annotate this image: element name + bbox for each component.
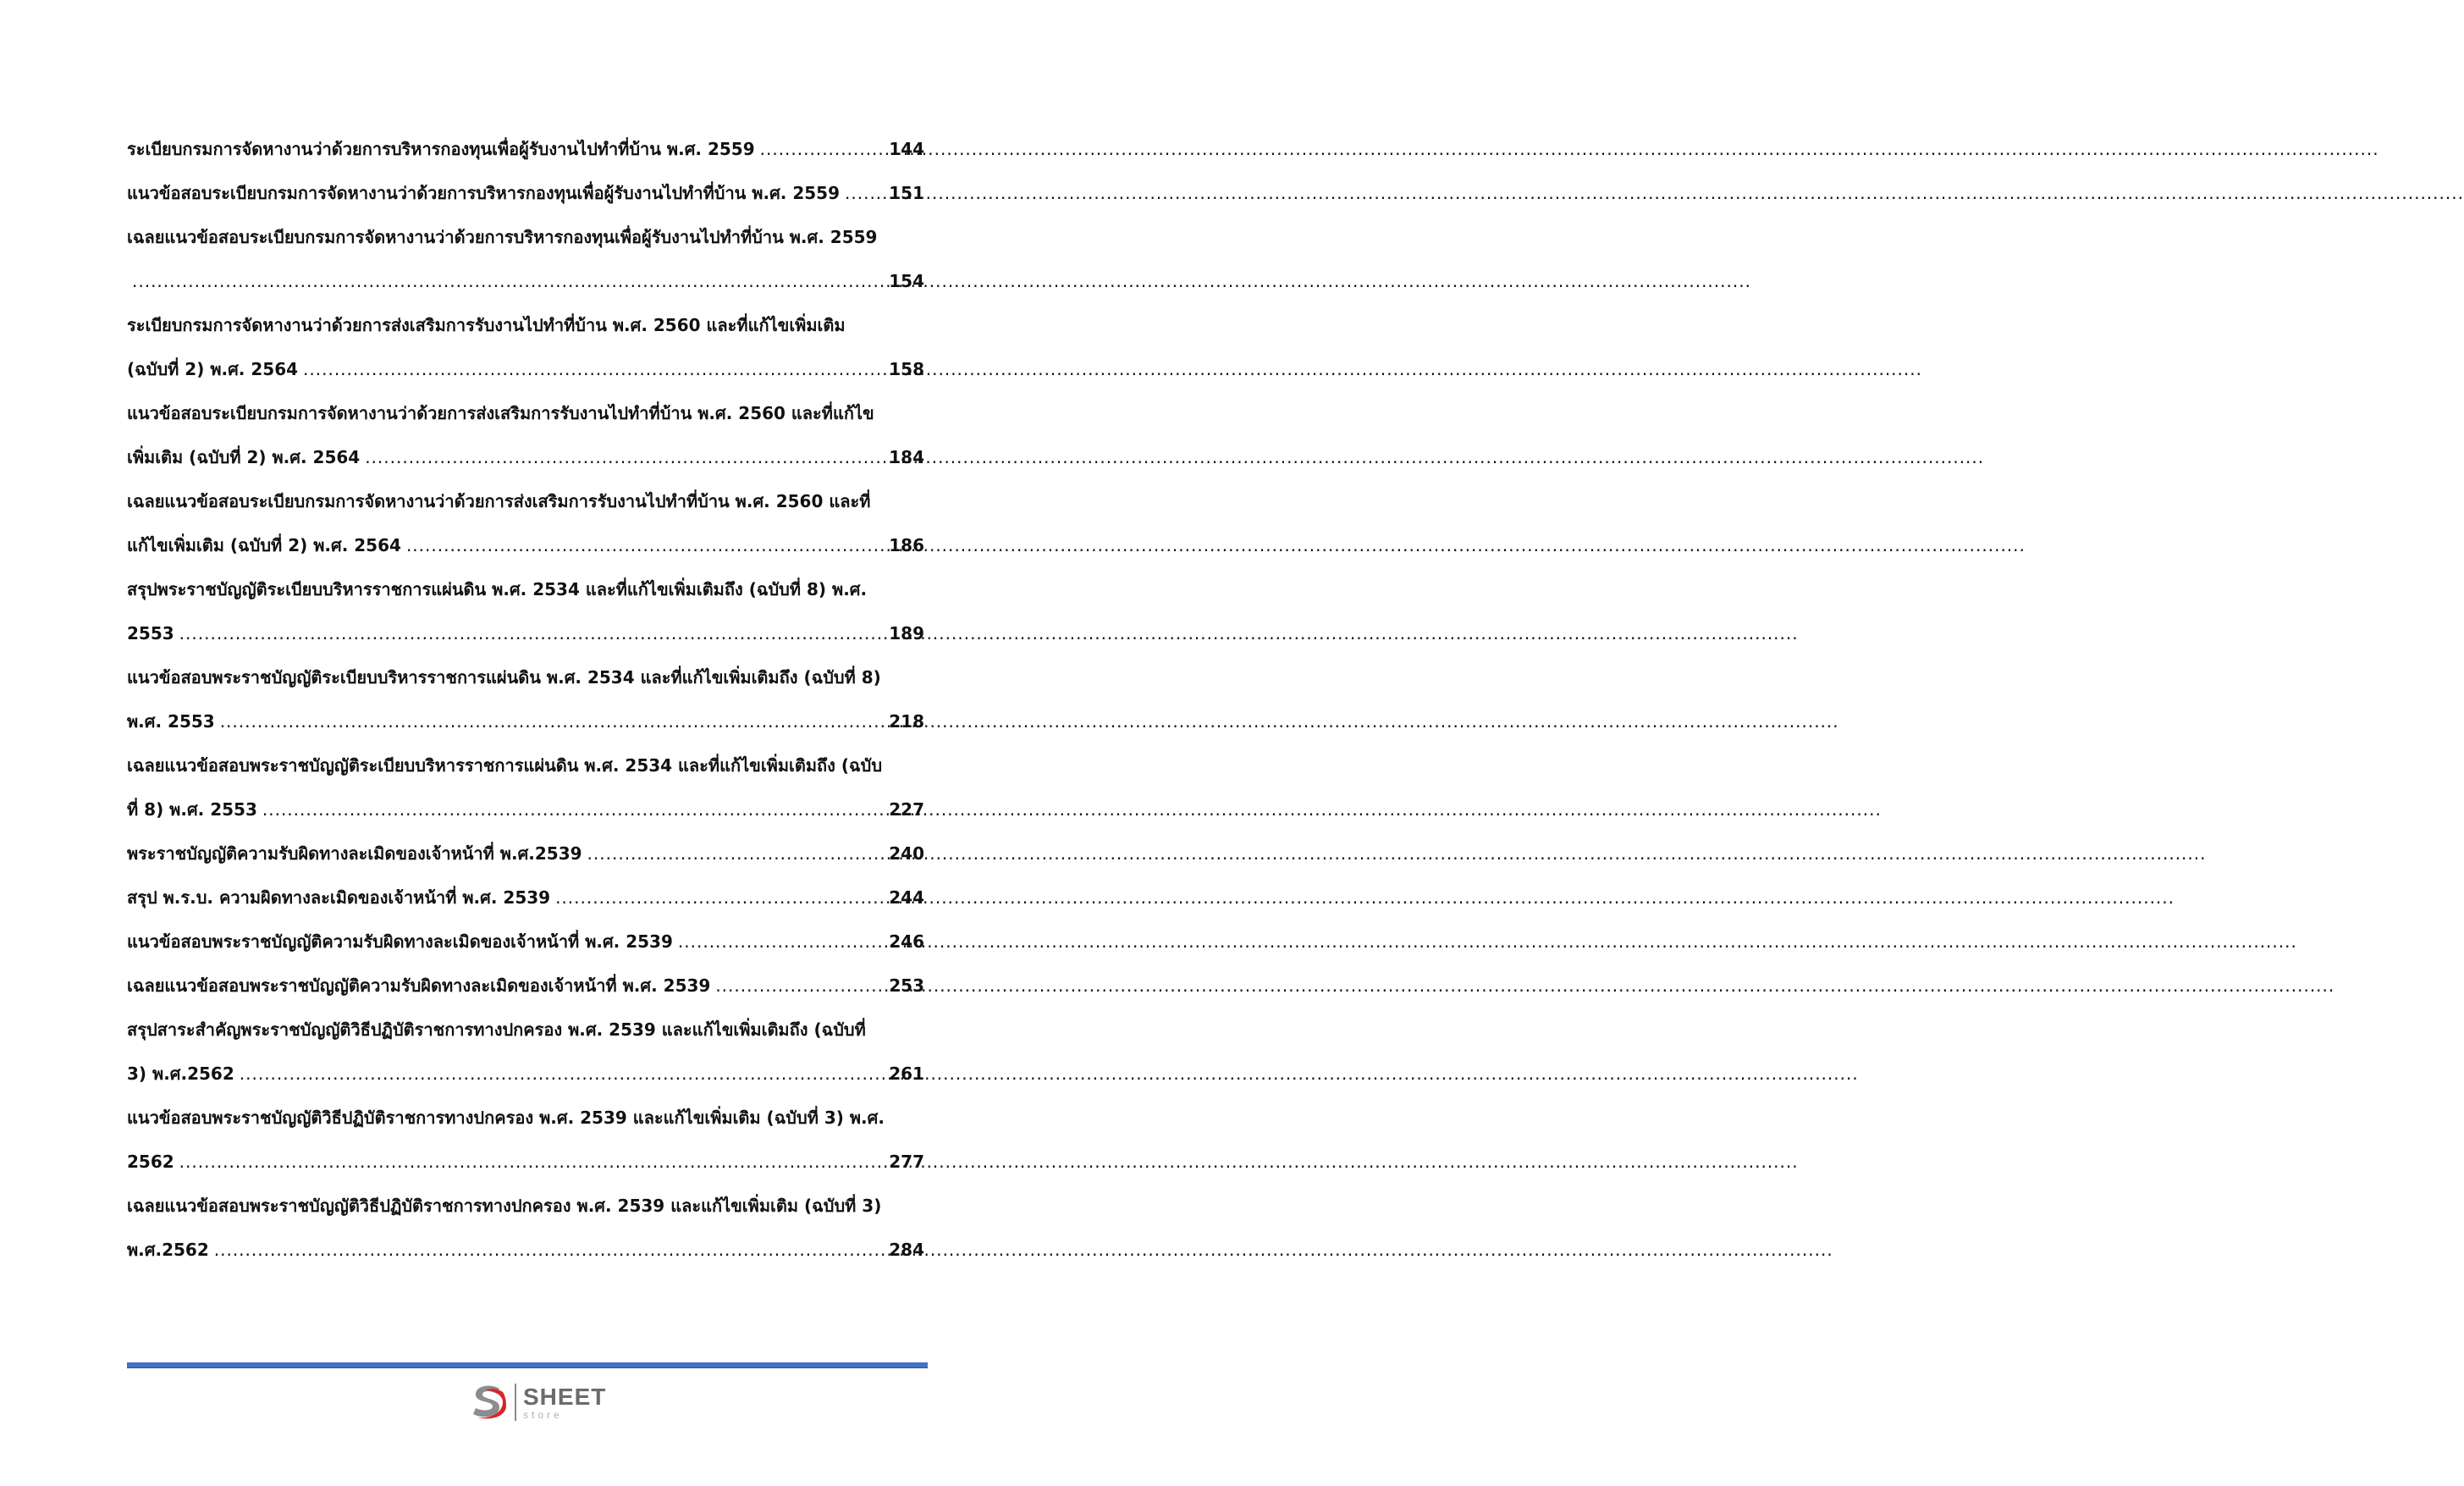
toc-entry[interactable] xyxy=(127,567,924,655)
toc-entry-line xyxy=(127,1096,924,1140)
toc-entry[interactable] xyxy=(127,391,924,479)
toc-entry-title: แนวข้อสอบระเบียบกรมการจัดหางานว่าด้วยการบริหารกองทุนเพื่อผู้รับงานไปทำที่บ้าน พ.ศ. 2559 xyxy=(127,183,841,203)
toc-entry-line xyxy=(127,479,924,523)
toc-entry[interactable] xyxy=(127,479,924,567)
toc-entry-title: สรุป พ.ร.บ. ความผิดทางละเมิดของเจ้าหน้าที่ พ.ศ. 2539 xyxy=(127,887,551,908)
toc-page-number: 253 xyxy=(889,975,924,996)
toc-entry-line xyxy=(127,127,924,171)
footer-rule xyxy=(127,1362,928,1368)
toc-entry-line xyxy=(127,259,924,303)
toc-page-number: 277 xyxy=(889,1152,924,1172)
toc-entry-line xyxy=(127,787,924,831)
toc-entry-line xyxy=(127,743,924,787)
toc-page-number: 246 xyxy=(889,931,924,952)
toc-leader-dots xyxy=(760,127,885,171)
toc-page-number: 189 xyxy=(889,623,924,644)
toc-entry-title: พ.ศ. 2553 xyxy=(127,711,215,732)
toc-leader-dots xyxy=(179,611,885,655)
toc-leader-dots xyxy=(715,964,884,1008)
toc-entry-title: เฉลยแนวข้อสอบพระราชบัญญัติความรับผิดทางละเมิดของเจ้าหน้าที่ พ.ศ. 2539 xyxy=(127,975,711,996)
toc-entry-title: 3) พ.ศ.2562 xyxy=(127,1063,234,1084)
toc-entry-title: พระราชบัญญัติความรับผิดทางละเมิดของเจ้าหน้าที่ พ.ศ.2539 xyxy=(127,843,582,864)
toc-entry[interactable] xyxy=(127,215,924,303)
toc-entry[interactable] xyxy=(127,1184,924,1272)
toc-entry-title: แนวข้อสอบพระราชบัญญัติความรับผิดทางละเมิดของเจ้าหน้าที่ พ.ศ. 2539 xyxy=(127,931,673,952)
toc-leader-dots xyxy=(179,1140,885,1184)
toc-entry-title: พ.ศ.2562 xyxy=(127,1240,209,1260)
toc-entry-title: สรุปสาระสำคัญพระราชบัญญัติวิธีปฏิบัติราชการทางปกครอง พ.ศ. 2539 และแก้ไขเพิ่มเติมถึง (ฉบับที่ xyxy=(127,1019,866,1040)
toc-entry-title: (ฉบับที่ 2) พ.ศ. 2564 xyxy=(127,359,299,379)
table-of-contents xyxy=(127,127,924,1272)
toc-entry-line xyxy=(127,699,924,743)
toc-leader-dots xyxy=(365,435,884,479)
toc-entry-title: เฉลยแนวข้อสอบพระราชบัญญัติระเบียบบริหารราชการแผ่นดิน พ.ศ. 2534 และที่แก้ไขเพิ่มเติมถึง (ฉบับ xyxy=(127,755,883,776)
toc-page-number: 240 xyxy=(889,843,924,864)
toc-entry-line xyxy=(127,1052,924,1096)
logo-word: SHEET xyxy=(523,1383,607,1410)
toc-entry[interactable] xyxy=(127,171,924,215)
toc-entry-title: แก้ไขเพิ่มเติม (ฉบับที่ 2) พ.ศ. 2564 xyxy=(127,535,401,555)
toc-leader-dots xyxy=(262,787,884,831)
toc-page-number: 151 xyxy=(889,183,924,203)
toc-page-number: 244 xyxy=(889,887,924,908)
toc-leader-dots xyxy=(132,259,884,303)
logo-divider xyxy=(515,1384,516,1421)
toc-entry-line xyxy=(127,171,924,215)
toc-entry-line xyxy=(127,435,924,479)
toc-page-number: 218 xyxy=(889,711,924,732)
toc-leader-dots xyxy=(845,171,884,215)
toc-entry[interactable] xyxy=(127,655,924,743)
toc-entry[interactable] xyxy=(127,1008,924,1096)
toc-page-number: 186 xyxy=(889,535,924,555)
toc-entry-title: สรุปพระราชบัญญัติระเบียบบริหารราชการแผ่นดิน พ.ศ. 2534 และที่แก้ไขเพิ่มเติมถึง (ฉบับที่ 8) พ.ศ. xyxy=(127,579,868,599)
toc-entry-line xyxy=(127,567,924,611)
toc-entry-title: แนวข้อสอบพระราชบัญญัติวิธีปฏิบัติราชการทางปกครอง พ.ศ. 2539 และแก้ไขเพิ่มเติม (ฉบับที่ 3) พ.ศ. xyxy=(127,1108,885,1128)
toc-entry-line xyxy=(127,1228,924,1272)
toc-entry[interactable] xyxy=(127,743,924,831)
toc-entry-title: เฉลยแนวข้อสอบระเบียบกรมการจัดหางานว่าด้วยการบริหารกองทุนเพื่อผู้รับงานไปทำที่บ้าน พ.ศ. 2559 xyxy=(127,227,878,247)
toc-page-number: 227 xyxy=(889,799,924,820)
toc-entry-line xyxy=(127,611,924,655)
toc-entry-title: 2553 xyxy=(127,623,174,644)
toc-entry-title: แนวข้อสอบพระราชบัญญัติระเบียบบริหารราชการแผ่นดิน พ.ศ. 2534 และที่แก้ไขเพิ่มเติมถึง (ฉบับที่ 8) xyxy=(127,667,881,688)
toc-entry-line xyxy=(127,347,924,391)
toc-entry-line xyxy=(127,1140,924,1184)
toc-entry-line xyxy=(127,1008,924,1052)
toc-entry-line xyxy=(127,876,924,920)
toc-leader-dots xyxy=(240,1052,884,1096)
toc-page-number: 144 xyxy=(889,139,924,159)
toc-leader-dots xyxy=(303,347,884,391)
toc-leader-dots xyxy=(678,920,884,964)
toc-entry[interactable] xyxy=(127,920,924,964)
toc-entry-title: ระเบียบกรมการจัดหางานว่าด้วยการบริหารกองทุนเพื่อผู้รับงานไปทำที่บ้าน พ.ศ. 2559 xyxy=(127,139,755,159)
toc-entry-line xyxy=(127,1184,924,1228)
toc-page-number: 158 xyxy=(889,359,924,379)
toc-entry[interactable] xyxy=(127,127,924,171)
toc-entry-title: ระเบียบกรมการจัดหางานว่าด้วยการส่งเสริมการรับงานไปทำที่บ้าน พ.ศ. 2560 และที่แก้ไขเพิ่มเติม xyxy=(127,315,846,335)
toc-entry-title: แนวข้อสอบระเบียบกรมการจัดหางานว่าด้วยการส่งเสริมการรับงานไปทำที่บ้าน พ.ศ. 2560 และที่แก้ไข xyxy=(127,403,874,423)
toc-page-number: 154 xyxy=(889,271,924,291)
toc-entry-line xyxy=(127,391,924,435)
toc-entry-line xyxy=(127,303,924,347)
toc-leader-dots xyxy=(220,699,885,743)
toc-entry[interactable] xyxy=(127,964,924,1008)
toc-leader-dots xyxy=(555,876,884,920)
logo-subword: store xyxy=(523,1408,563,1421)
toc-entry-line xyxy=(127,215,924,259)
sheet-store-logo xyxy=(466,1378,609,1426)
toc-entry[interactable] xyxy=(127,303,924,391)
toc-page-number: 284 xyxy=(889,1240,924,1260)
toc-entry-line xyxy=(127,964,924,1008)
toc-page-number: 184 xyxy=(889,447,924,467)
toc-entry-line xyxy=(127,920,924,964)
toc-entry-line xyxy=(127,523,924,567)
toc-entry-title: ที่ 8) พ.ศ. 2553 xyxy=(127,799,257,820)
toc-entry-title: 2562 xyxy=(127,1152,174,1172)
toc-entry-line xyxy=(127,655,924,699)
toc-leader-dots xyxy=(406,523,884,567)
toc-entry-line xyxy=(127,831,924,876)
toc-entry-title: เพิ่มเติม (ฉบับที่ 2) พ.ศ. 2564 xyxy=(127,447,361,467)
toc-entry-title: เฉลยแนวข้อสอบระเบียบกรมการจัดหางานว่าด้วยการส่งเสริมการรับงานไปทำที่บ้าน พ.ศ. 2560 และที่ xyxy=(127,491,871,511)
toc-leader-dots xyxy=(587,831,885,876)
s-logo-icon xyxy=(466,1380,510,1424)
toc-entry[interactable] xyxy=(127,831,924,876)
toc-entry-title: เฉลยแนวข้อสอบพระราชบัญญัติวิธีปฏิบัติราชการทางปกครอง พ.ศ. 2539 และแก้ไขเพิ่มเติม (ฉบับที่ 3) xyxy=(127,1196,882,1216)
toc-page-number: 261 xyxy=(889,1063,924,1084)
toc-entry[interactable] xyxy=(127,1096,924,1184)
toc-leader-dots xyxy=(214,1228,885,1272)
toc-entry[interactable] xyxy=(127,876,924,920)
